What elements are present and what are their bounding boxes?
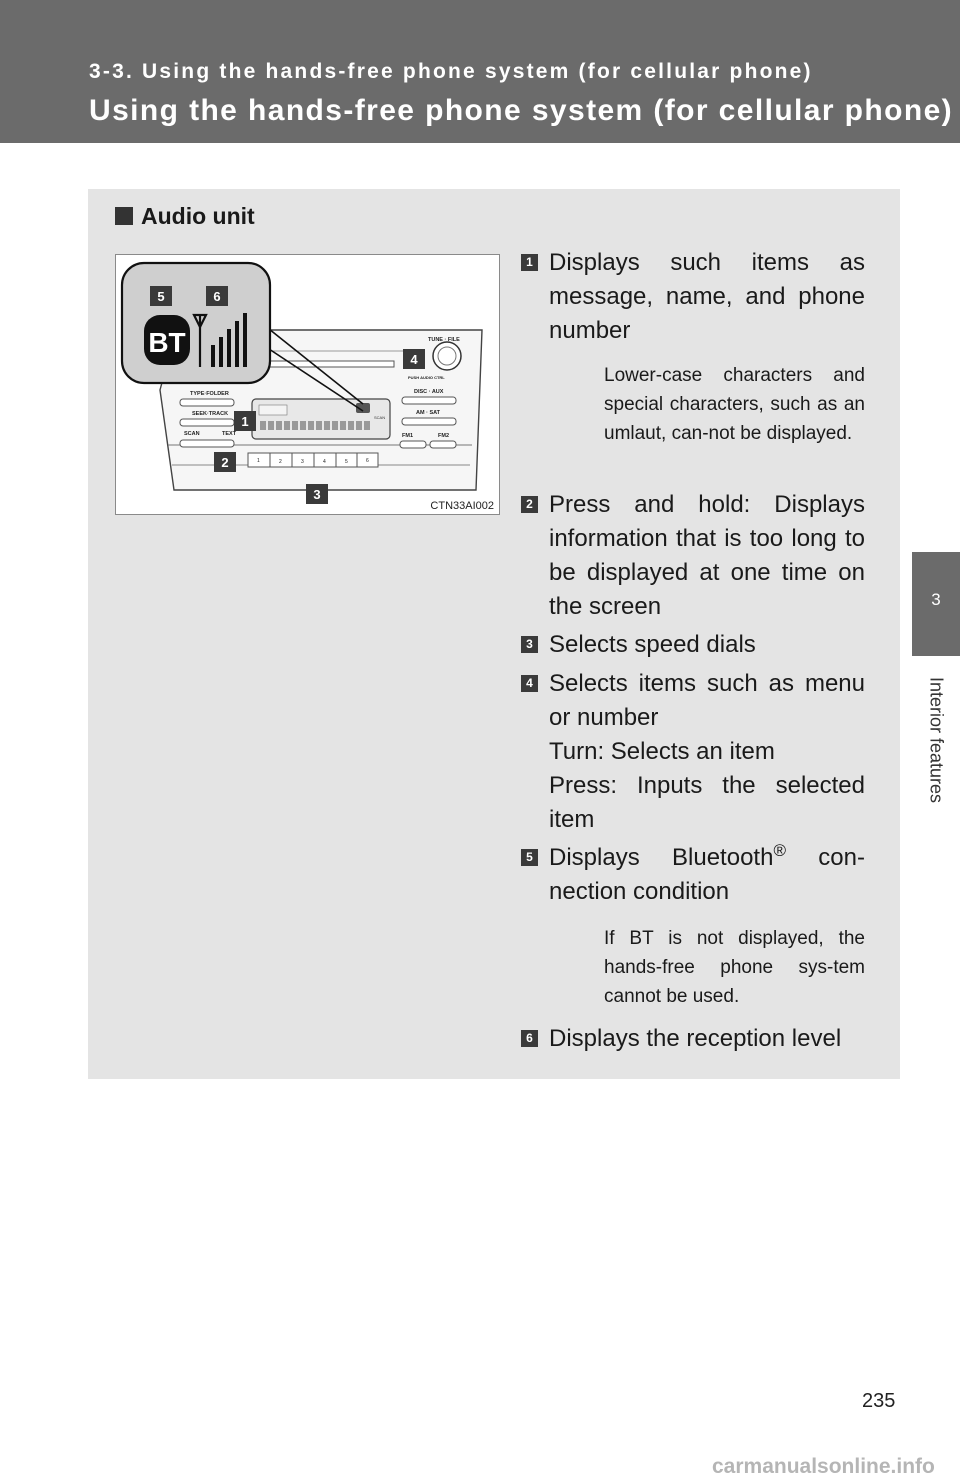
list-item [521, 1022, 865, 1056]
audio-unit-figure [115, 254, 500, 515]
section-subtitle: 3-3. Using the hands-free phone system (for cellular phone) [89, 60, 813, 83]
label-am-sat: AM · SAT [416, 410, 441, 416]
item-number-badge: 6 [521, 1030, 538, 1047]
preset-5: 5 [345, 459, 348, 465]
item-note: Lower-case characters and special characters, such as an umlaut, can-not be displayed. [604, 365, 865, 444]
label-fm2: FM2 [438, 433, 449, 439]
fm1-button [400, 441, 426, 448]
preset-1: 1 [257, 458, 260, 464]
chapter-header [0, 0, 960, 143]
section-heading [115, 203, 255, 230]
item-number-badge: 4 [521, 675, 538, 692]
list-item [521, 667, 865, 837]
item-number-badge: 5 [521, 849, 538, 866]
page-number: 235 [862, 1390, 896, 1412]
item-text-turn: Turn: Selects an item [549, 738, 775, 765]
label-display-scan: SCAN [374, 415, 386, 420]
label-tune-file: TUNE · FILE [428, 337, 460, 343]
label-seek-track: SEEK·TRACK [192, 411, 229, 417]
page-title: Using the hands-free phone system (for cellular phone) [89, 94, 954, 127]
svg-text:6: 6 [213, 289, 221, 304]
item-note: If BT is not displayed, the hands-free phone sys-tem cannot be used. [604, 928, 865, 1007]
preset-4: 4 [323, 459, 326, 465]
label-disc-aux: DISC · AUX [414, 389, 444, 395]
fm2-button [430, 441, 456, 448]
chapter-label-text: Interior features [926, 676, 947, 804]
chapter-tab-number: 3 [931, 590, 941, 609]
figure-code: CTN33AI002 [430, 500, 494, 512]
preset-6: 6 [366, 458, 369, 464]
section-heading-text: Audio unit [141, 203, 255, 229]
svg-text:3: 3 [313, 487, 321, 502]
scan-text-button [180, 440, 234, 447]
label-type-folder: TYPE·FOLDER [190, 391, 229, 397]
registered-mark: ® [773, 841, 786, 860]
am-sat-button [402, 418, 456, 425]
label-text: TEXT [222, 431, 237, 437]
callout-3 [306, 484, 328, 504]
callout-4 [403, 349, 425, 369]
item-text: Displays the reception level [549, 1025, 842, 1052]
svg-text:5: 5 [157, 289, 165, 304]
item-text-part: Displays Bluetooth [549, 844, 774, 871]
callout-2 [214, 452, 236, 472]
label-scan: SCAN [184, 431, 200, 437]
item-text: Selects items such as menu or number [549, 670, 865, 731]
disc-aux-button [402, 397, 456, 404]
magnified-status-box [122, 263, 270, 383]
item-text: Selects speed dials [549, 631, 756, 658]
square-bullet-icon [115, 207, 133, 225]
label-fm1: FM1 [402, 433, 413, 439]
bt-indicator-text: BT [148, 327, 186, 358]
svg-text:4: 4 [410, 352, 418, 367]
label-push-audio: PUSH AUDIO CTRL [408, 375, 445, 380]
item-text: Displays such items as message, name, and phone number [549, 249, 865, 344]
item-number-badge: 2 [521, 496, 538, 513]
list-item [521, 488, 865, 624]
tune-knob-inner [438, 347, 456, 365]
cd-slot [266, 361, 394, 367]
svg-text:1: 1 [241, 414, 249, 429]
list-item [521, 628, 865, 662]
svg-text:2: 2 [221, 455, 229, 470]
item-number-badge: 3 [521, 636, 538, 653]
preset-2: 2 [279, 459, 282, 465]
preset-3: 3 [301, 459, 304, 465]
callout-1 [234, 411, 256, 431]
item-number-badge: 1 [521, 254, 538, 271]
item-text-part: con-nection condition [549, 844, 865, 905]
callout-6 [206, 286, 228, 306]
list-item [521, 841, 865, 909]
item-text-press: Press: Inputs the selected item [549, 772, 865, 833]
chapter-tab[interactable] [912, 552, 960, 656]
seek-track-button [180, 419, 234, 426]
item-text: Press and hold: Displays information that is too long to be displayed at one time on the screen [549, 491, 865, 620]
watermark: carmanualsonline.info [712, 1455, 935, 1478]
type-folder-button [180, 399, 234, 406]
item-text [549, 841, 865, 909]
display-segment [259, 405, 287, 415]
preset-row [248, 453, 378, 467]
list-item [521, 246, 865, 348]
callout-5 [150, 286, 172, 306]
audio-unit-illustration [116, 255, 499, 514]
